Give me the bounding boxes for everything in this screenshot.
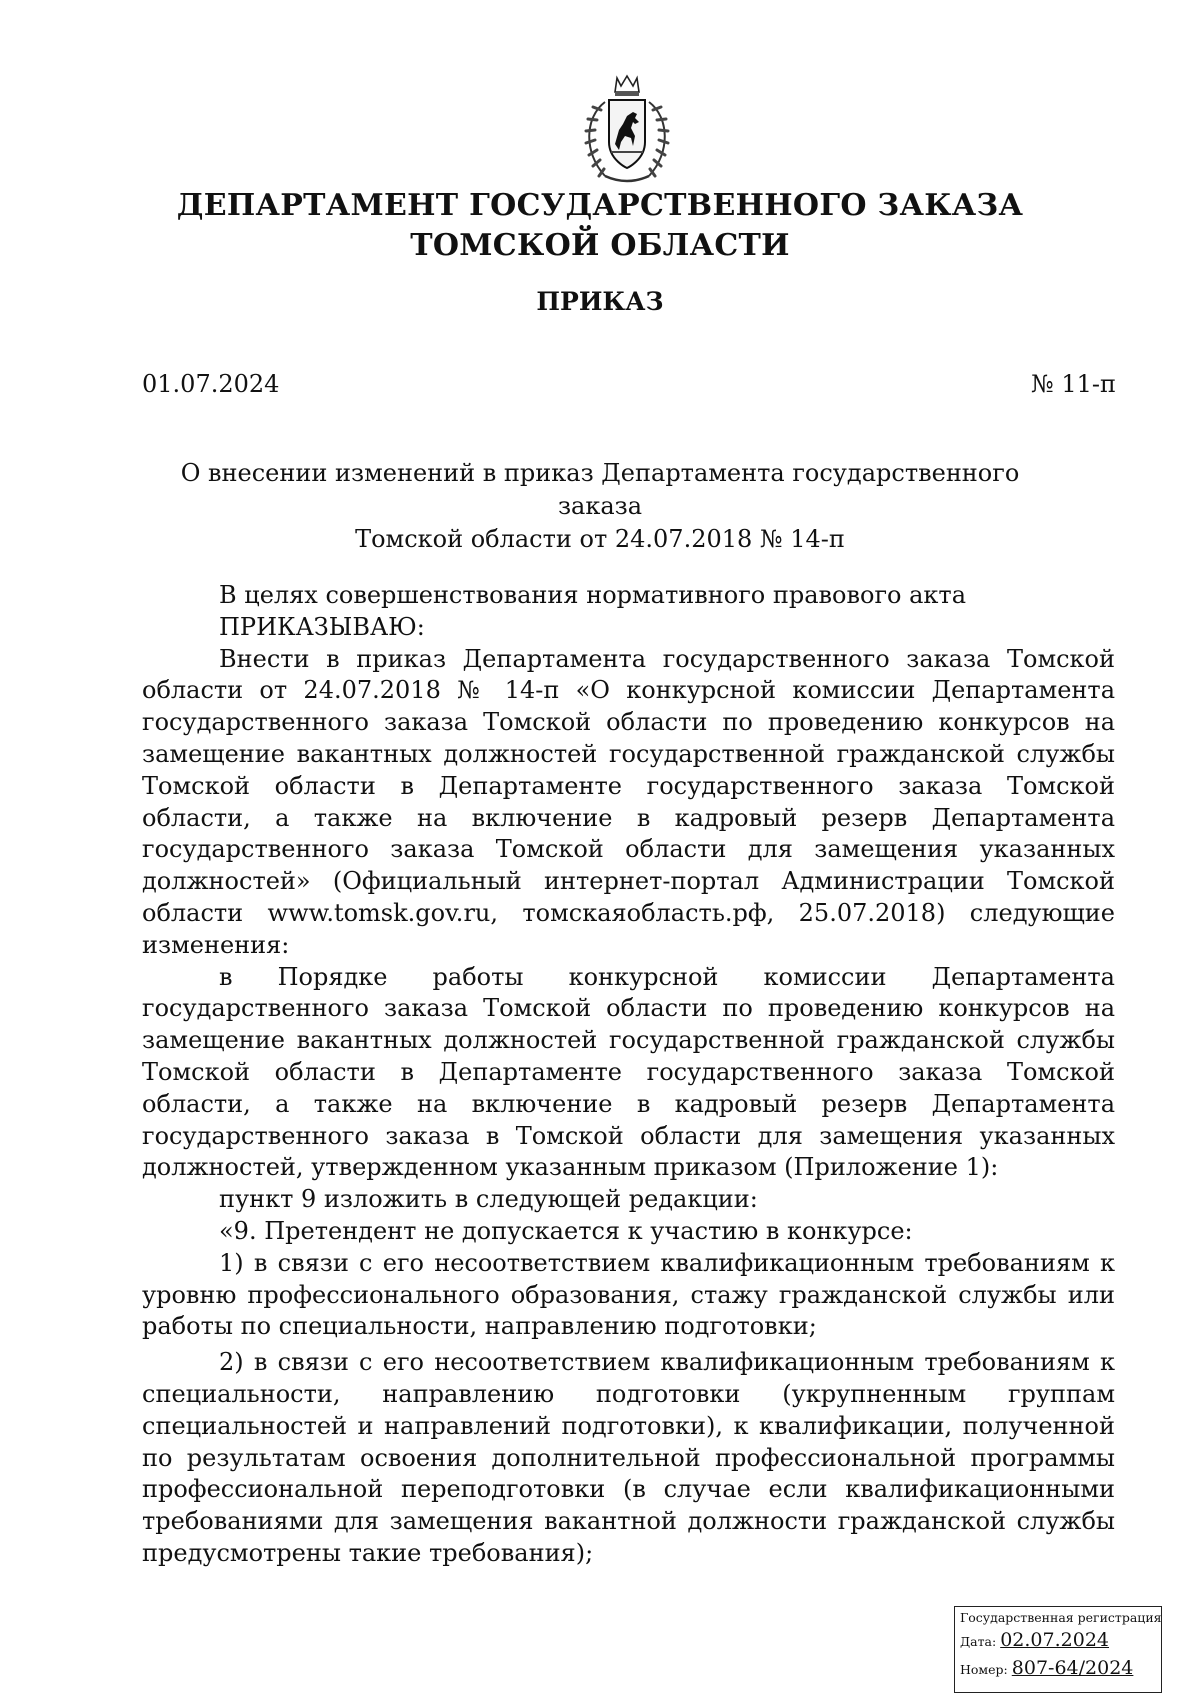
registration-number-row [960,1655,1156,1683]
body-paragraph: В целях совершенствования нормативного правового акта [219,581,966,609]
body-paragraph: «9. Претендент не допускается к участию в конкурсе: [219,1216,913,1245]
order-number: № 11-п [1031,370,1116,398]
registration-stamp [954,1606,1162,1693]
registration-number-value: 807-64/2024 [1011,1657,1134,1679]
body-paragraph: пункт 9 изложить в следующей редакции: [219,1185,758,1214]
registration-date-row [960,1627,1156,1655]
registration-number-label: Номер: [960,1662,1008,1677]
body-paragraph: в Порядке работы конкурсной комиссии Департамента государственного заказа Томской области по проведению конкурсов на замещение вакантных должностей государственной гражданской службы Томской области в Департаменте государственного заказа Томской области, а также на включение в кадровый резерв Департамента государственного заказа в Томской области для замещения указанных должностей, утвержденном указанным приказом (Приложение 1): [142,962,1115,1182]
body-paragraph: Внести в приказ Департамента государственного заказа Томской области от 24.07.2018 № 14-п «О конкурсной комиссии Департамента государственного заказа Томской области по проведению конкурсов на замещение вакантных должностей государственной гражданской службы Томской области в Департаменте государственного заказа Томской области, а также на включение в кадровый резерв Департамента государственного заказа Томской области для замещения указанных должностей» (Официальный интернет-портал Администрации Томской области www.tomsk.gov.ru, томскаяобласть.рф, 25.07.2018) следующие изменения: [142,644,1115,959]
order-subject [150,457,1050,556]
order-subject-line1: О внесении изменений в приказ Департамента государственного заказа [180,459,1020,520]
coat-of-arms-emblem [575,72,679,188]
order-body [142,580,1115,1570]
order-date: 01.07.2024 [142,370,280,398]
body-paragraph: 2) в связи с его несоответствием квалификационным требованиям к специальности, направлению подготовки (укрупненным группам специальностей и направлений подготовки), к квалификации, полученной по результатам освоения дополнительной профессиональной программы профессиональной переподготовки (в случае если квалификационными требованиями для замещения вакантной должности гражданской службы предусмотрены такие требования); [142,1348,1115,1567]
order-subject-line2: Томской области от 24.07.2018 № 14-п [355,525,845,553]
department-name-line2: ТОМСКОЙ ОБЛАСТИ [410,228,790,263]
department-name-line1: ДЕПАРТАМЕНТ ГОСУДАРСТВЕННОГО ЗАКАЗА [176,188,1024,223]
registration-date-label: Дата: [960,1634,997,1649]
body-paragraph: ПРИКАЗЫВАЮ: [219,612,425,641]
body-paragraph: 1) в связи с его несоответствием квалификационным требованиям к уровню профессионального образования, стажу гражданской службы или работы по специальности, направлению подготовки; [142,1248,1115,1341]
department-name [150,186,1050,266]
document-type: ПРИКАЗ [536,287,664,316]
registration-date-value: 02.07.2024 [1000,1629,1109,1651]
registration-title: Государственная регистрация [960,1610,1162,1625]
